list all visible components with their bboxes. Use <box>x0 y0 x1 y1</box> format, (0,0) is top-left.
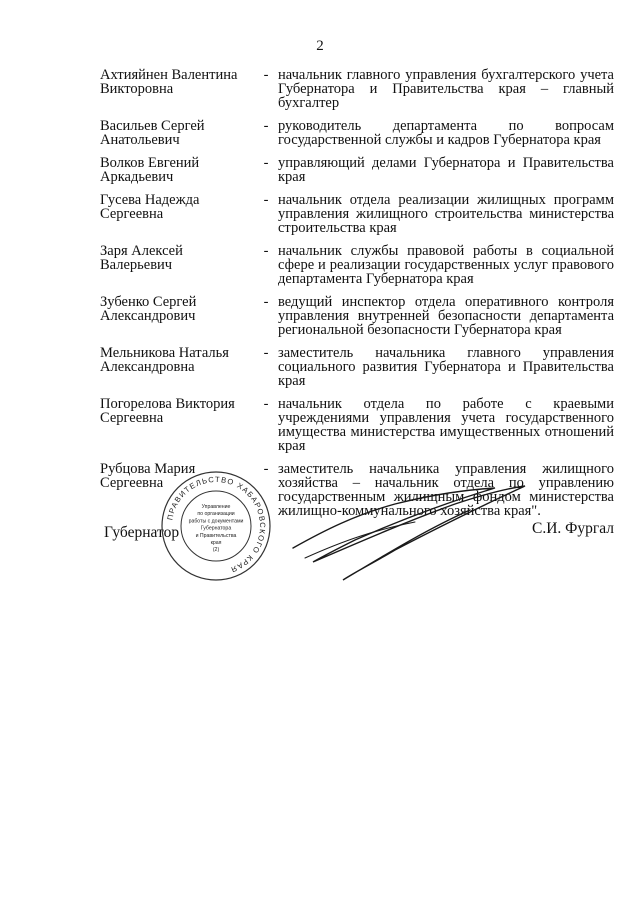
person-name: Мельникова Наталья Александровна <box>100 345 229 375</box>
list-item <box>100 346 614 388</box>
separator-dash: - <box>263 155 269 171</box>
person-name: Заря Алексей Валерьевич <box>100 243 183 273</box>
personnel-list <box>100 68 614 527</box>
official-seal <box>160 470 272 582</box>
list-item <box>100 244 614 286</box>
person-position: начальник отдела реализации жилищных программ управления жилищного строительства министерства строительства края <box>278 192 614 236</box>
list-item <box>100 397 614 453</box>
separator-dash: - <box>263 396 269 412</box>
person-position: начальник отдела по работе с краевыми учреждениями управления учета государственного имущества министерства имущественных отношений края <box>278 396 614 454</box>
seal-center-line: работы с документами <box>188 518 244 525</box>
separator-dash: - <box>263 345 269 361</box>
seal-center-line: (2) <box>212 547 220 554</box>
list-item <box>100 119 614 147</box>
person-position: управляющий делами Губернатора и Правительства края <box>278 155 614 185</box>
person-name: Зубенко Сергей Александрович <box>100 294 197 324</box>
handwritten-signature <box>285 470 535 590</box>
person-name: Волков Евгений Аркадьевич <box>100 155 200 185</box>
seal-center-line: и Правительства <box>195 532 237 539</box>
person-position: заместитель начальника управления жилищного хозяйства – начальник отдела по управлению государственным жилищным фондом министерства жилищно-коммунального хозяйства края". <box>278 461 614 519</box>
separator-dash: - <box>263 67 269 83</box>
separator-dash: - <box>263 294 269 310</box>
seal-center-line: по организации <box>197 511 235 518</box>
person-position: руководитель департамента по вопросам государственной службы и кадров Губернатора края <box>278 118 614 148</box>
person-position: ведущий инспектор отдела оперативного контроля управления внутренней безопасности департамента региональной безопасности Губернатора края <box>278 294 614 338</box>
signatory-title: Губернатор <box>104 524 180 541</box>
separator-dash: - <box>263 118 269 134</box>
person-name: Рубцова Мария Сергеевна <box>100 461 196 491</box>
page-number: 2 <box>316 38 324 54</box>
signatory-name: С.И. Фургал <box>531 520 614 537</box>
person-name: Васильев Сергей Анатольевич <box>100 118 205 148</box>
person-position: заместитель начальника главного управления социального развития Губернатора и Правительства края <box>278 345 614 389</box>
person-name: Погорелова Виктория Сергеевна <box>100 396 235 426</box>
seal-center-line: Управление <box>201 504 231 510</box>
person-name: Ахтияйнен Валентина Викторовна <box>100 67 238 97</box>
separator-dash: - <box>263 192 269 208</box>
seal-ring-text: ПРАВИТЕЛЬСТВО ХАБАРОВСКОГО КРАЯ <box>165 474 268 575</box>
person-name: Гусева Надежда Сергеевна <box>100 192 200 222</box>
separator-dash: - <box>263 461 269 477</box>
seal-center-line: Губернатора <box>200 525 232 532</box>
separator-dash: - <box>263 243 269 259</box>
person-position: начальник главного управления бухгалтерского учета Губернатора и Правительства края – главный бухгалтер <box>278 67 614 111</box>
list-item <box>100 295 614 337</box>
list-item <box>100 156 614 184</box>
list-item <box>100 193 614 235</box>
person-position: начальник службы правовой работы в социальной сфере и реализации государственных услуг правового департамента Губернатора края <box>278 243 614 287</box>
list-item <box>100 68 614 110</box>
seal-center-line: края <box>210 540 222 546</box>
